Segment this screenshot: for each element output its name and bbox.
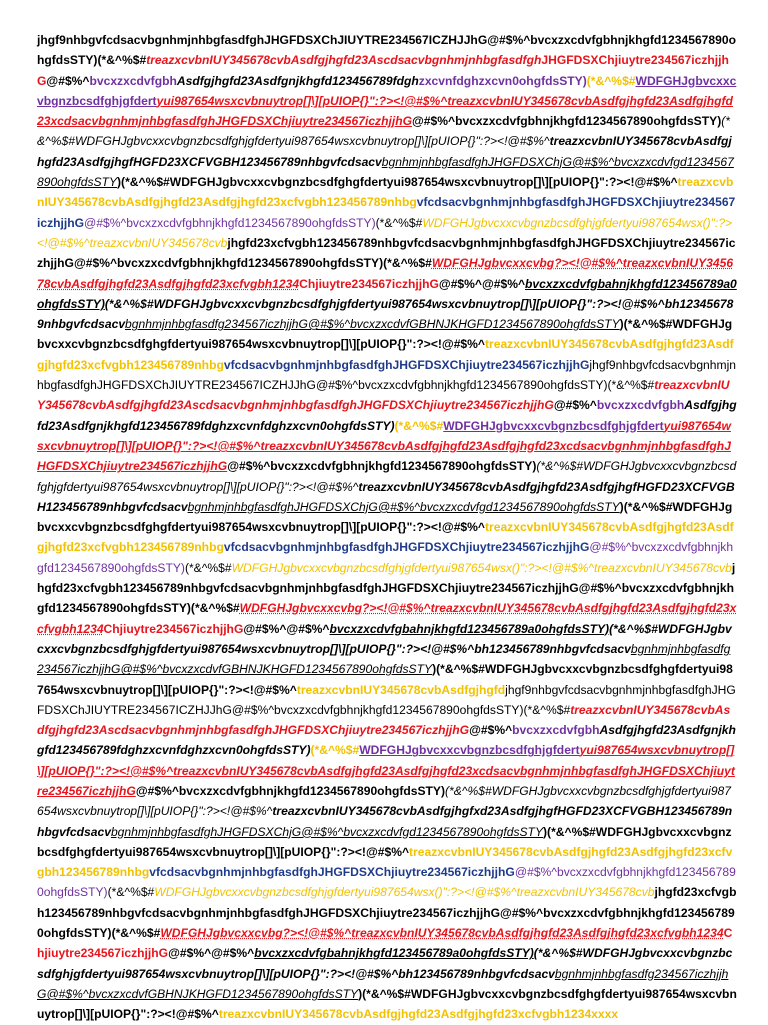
text-run: jhgfd23xcfvgbh123456789nhbgvfcdsacvbgnhmjnhbgfasdfghJHGFDSXChjiuytre234567iczhjjhG@#$%^bvcxzxcdvfgbhnjkhgfd1234567890ohgfdsSTY)(*&^%$# xyxy=(37,560,736,616)
text-run: treazxcvbnIUY345678cvbAsdfgjhgfd23Asdfgjhgfd23xcfvgbh1234xxxx xyxy=(218,1007,619,1022)
text-run: WDFGHJgbvcxxcvbgnzbcsdfghjgfdertyui987654wsx()":?><!@#$%^treazxcvbnIUY345678cvb xyxy=(231,560,732,575)
text-run: jhgfd23xcfvgbh123456789nhbgvfcdsacvbgnhmjnhbgfasdfghJHGFDSXChjiuytre234567iczhjjhG@#$%^bvcxzxcdvfgbhnjkhgfd1234567890ohgfdsSTY)(*&^%$# xyxy=(37,235,736,271)
text-run: )(*&^%$#WDFGHJgbvcxxcvbgnzbcsdfghgfdertyui987654wsxcvbnuytrop[]\][pUIOP{}":?><!@#$%^ xyxy=(37,986,737,1022)
text-run: (*&^%$#WDFGHJgbvcxxcvbgnzbcsdfghjgfdertyui987654wsxcvbnuytrop[]\][pUIOP{}":?><!@#$%^ xyxy=(37,783,731,819)
text-run: @#$%^@#$%^ xyxy=(243,621,330,636)
text-run: JHGFDSXChjiuytre234567iczhjjhG xyxy=(37,53,729,88)
text-run: @#$%^bvcxzxcdvfgbhnjkhgfd1234567890ohgfdsSTY) xyxy=(84,215,376,230)
text-run: bgnhmjnhbgfasdfg234567iczhjjhG@#$%^bvcxzxcdvfGBHNJKHGFD1234567890ohgfdsSTY xyxy=(37,641,731,677)
text-run: Chjiuytre234567iczhjjhG xyxy=(37,926,733,961)
text-run: @#$%^ xyxy=(553,398,597,413)
text-run: (*&^%$# xyxy=(310,743,360,758)
text-run: bvcxzxcdvfgbh xyxy=(596,398,685,413)
text-run: bgnhmjnhbgfasdfghJHGFDSXChjG@#$%^bvcxzxcdvfgd1234567890ohgfdsSTY xyxy=(37,154,734,190)
text-run: yui987654wsxcvbnuytrop[]\][pUIOP{}":?><!@#$%^treazxcvbnIUY345678cvbAsdfgjhgfd23Asdfgjhgfd23xcdsacvbgnhmjnhbgfasdfghJHGFDSXChjiuytre234567iczhjjhG xyxy=(37,743,735,798)
text-run: @#$%^bvcxzxcdvfgbhnjkhgfd1234567890ohgfdsSTY) xyxy=(135,783,446,798)
text-run: WDFGHJgbvcxxcvbg?><!@#$%^treazxcvbnIUY345678cvbAsdfgjhgfd23Asdfgjhgfd23xcfvgbh1234 xyxy=(37,256,734,291)
text-run: (*&^%$#WDFGHJgbvcxxcvbgnzbcsdfghjgfdertyui987654wsxcvbnuytrop[]\][pUIOP{}":?><!@#$%^ xyxy=(37,459,737,494)
text-run: bvcxzxcdvfgbahnjkhgfd123456789a0ohgfdsSTY) xyxy=(254,946,534,961)
text-run: treazxcvbnIUY345678cvbAsdfgjhgfd23Asdfgjhgfd23xcfvgbh123456789nhbg xyxy=(37,844,733,880)
text-run: @#$%^bvcxzxcdvfgbhnjkhgfd1234567890ohgfdsSTY) xyxy=(227,459,537,474)
text-run: treazxcvbnIUY345678cvbAsdfgjhgfd23Asdfgjhgfd23xcfvgbh123456789nhbg xyxy=(37,337,734,372)
text-run: treazxcvbnIUY345678cvbAsdfgjhgfd23AscdsacvbgnhmjnhbgfasdfghJHGFDSXChjiuytre234567iczhjjhG xyxy=(37,378,730,413)
text-run: @#$%^@#$%^ xyxy=(438,276,526,291)
text-run: bvcxzxcdvfgbahnjkhgfd123456789a0ohgfdsSTY) xyxy=(37,276,737,311)
text-run: )(*&^%$#WDFGHJgbvcxxcvbgnzbcsdfghgfdertyui987654wsxcvbnuytrop[]\][pUIOP{}":?><!@#$%^ xyxy=(117,175,678,190)
text-run: )(*&^%$#WDFGHJgbvcxxcvbgnzbcsdfghgfdertyui987654wsxcvbnuytrop[]\][pUIOP{}":?><!@#$%^ xyxy=(37,824,732,859)
text-run: treazxcvbnIUY345678cvbAsdfgjhgfd23AsdfgjhgfHGFD23XCFVGBH123456789nhbgvfcdsacv xyxy=(37,479,735,514)
text-run: jhgfd23xcfvgbh123456789nhbgvfcdsacvbgnhmjnhbgfasdfghJHGFDSXChjiuytre234567iczhjjhG@#$%^bvcxzxcdvfgbhnjkhgfd1234567890ohgfdsSTY)(*&^%$# xyxy=(37,885,737,941)
text-run: @#$%^bvcxzxcdvfgbhnjkhgfd1234567890ohgfdsSTY) xyxy=(37,865,736,900)
text-run: WDFGHJgbvcxxcvbgnzbcsdfghjgfdert xyxy=(37,73,737,108)
text-run: treazxcvbnIUY345678cvbAsdfgjhgfd xyxy=(296,682,506,697)
text-run: WDFGHJgbvcxxcvbgnzbcsdfghjgfdertyui987654wsx()":?><!@#$%^treazxcvbnIUY345678cvb xyxy=(37,215,733,250)
text-run: treazxcvbnIUY345678cvbAsdfgjhgfxd23AsdfgjhgfHGFD23XCFVGBH123456789nhbgvfcdsacv xyxy=(37,804,733,839)
text-run: jhgf9nhbgvfcdsacvbgnhmjnhbgfasdfghJHGFDSXChJIUYTRE234567ICZHJJhG@#$%^bvcxzxcdvfgbhnjkhgfd1234567890ohgfdsSTY)(*&^%$# xyxy=(37,357,736,393)
text-run: )(*&^%$#WDFGHJgbvcxxcvbgnzbcsdfghgfdertyui987654wsxcvbnuytrop[]\][pUIOP{}":?><!@#$%^ xyxy=(37,499,733,535)
text-run: bvcxzxcdvfgbh xyxy=(512,723,600,738)
text-run: WDFGHJgbvcxxcvbgnzbcsdfghjgfdertyui987654wsx()":?><!@#$%^treazxcvbnIUY345678cvb xyxy=(154,885,655,900)
text-run: Asdfgjhgfd23Asdfgnjkhgfd123456789fdghzxcvnfdghzxcvn0ohgfdsSTY) xyxy=(37,398,737,433)
text-run: (*&^%$# xyxy=(184,560,232,575)
text-run: @#$%^bvcxzxcdvfgbhnjkhgfd1234567890ohgfdsSTY) xyxy=(412,114,722,129)
text-run: @#$%^ xyxy=(46,73,90,88)
text-run: jhgf9nhbgvfcdsacvbgnhmjnhbgfasdfghJHGFDSXChJIUYTRE234567ICZHJJhG@#$%^bvcxzxcdvfgbhnjkhgfd1234567890ohgfdsSTY)(*&^%$# xyxy=(37,33,736,68)
text-run: @#$%^@#$%^ xyxy=(168,946,255,961)
text-run: jhgf9nhbgvfcdsacvbgnhmjnhbgfasdfghJHGFDSXChJIUYTRE234567ICZHJJhG@#$%^bvcxzxcdvfgbhnjkhgfd1234567890ohgfdsSTY)(*&^%$# xyxy=(37,682,736,717)
text-run: WDFGHJgbvcxxcvbg?><!@#$%^treazxcvbnIUY345678cvbAsdfgjhgfd23Asdfgjhgfd23xcfvgbh1234 xyxy=(37,601,737,636)
text-run: (*&^%$# xyxy=(586,73,636,88)
text-run: Chjiuytre234567iczhjjhG xyxy=(103,621,244,636)
text-run: vfcdsacvbgnhmjnhbgfasdfghJHGFDSXChjiuytre234567iczhjjhG xyxy=(223,540,590,555)
text-run: bvcxzxcdvfgbahnjkhgfd123456789a0ohgfdsSTY) xyxy=(329,621,610,636)
text-run: WDFGHJgbvcxxcvbg?><!@#$%^treazxcvbnIUY345678cvbAsdfgjhgfd23Asdfgjhgfd23xcfvgbh1234 xyxy=(160,926,724,941)
text-run: yui987654wsxcvbnuytrop[]\][pUIOP{}":?><!@#$%^treazxcvbnIUY345678cvbAsdfgjhgfd23Asdfgjhgfd23xcdsacvbgnhmjnhbgfasdfghJHGFDSXChjiuytre234567iczhjjhG xyxy=(37,93,733,129)
text-run: Asdfgjhgfd23Asdfgnjkhgfd123456789fdgh xyxy=(176,73,419,88)
text-run: yui987654wsxcvbnuytrop[]\][pUIOP{}":?><!@#$%^treazxcvbnIUY345678cvbAsdfgjhgfd23Asdfgjhgfd23xcdsacvbgnhmjnhbgfasdfghJHGFDSXChjiuytre234567iczhjjhG xyxy=(37,418,731,474)
text-run: zxcvnfdghzxcvn0ohgfdsSTY) xyxy=(418,73,587,88)
text-run: treazxcvbnIUY345678cvbAsdfgjhgfd23Asdfgjhgfd23xcfvgbh123456789nhbg xyxy=(37,520,734,555)
text-run: treazxcvbnIUY345678cvbAsdfgjhgfd23Asdfgjhgfd23xcfvgbh123456789nhbg xyxy=(37,175,734,210)
text-run: bvcxzxcdvfgbh xyxy=(89,73,177,88)
text-run: (*&^%$#WDFGHJgbvcxxcvbgnzbcsdfghjgfdertyui987654wsxcvbnuytrop[]\][pUIOP{}":?><!@#$%^bh123456789nhbgvfcdsacv xyxy=(37,621,732,656)
text-run: bgnhmjnhbgfasdfg234567iczhjjhG@#$%^bvcxzxcdvfGBHNJKHGFD1234567890ohgfdsSTY xyxy=(37,966,729,1001)
text-run: WDFGHJgbvcxxcvbgnzbcsdfghjgfdert xyxy=(359,743,580,758)
text-run: )(*&^%$#WDFGHJgbvcxxcvbgnzbcsdfghgfdertyui987654wsxcvbnuytrop[]\][pUIOP{}":?><!@#$%^ xyxy=(37,662,733,697)
text-run: (*&^%$# xyxy=(394,418,444,433)
text-run: treazxcvbnIUY345678cvbAsdfgjhgfd23AscdsacvbgnhmjnhbgfasdfghJHGFDSXChjiuytre234567iczhjjhG xyxy=(37,702,731,738)
text-run: Chjiuytre234567iczhjjhG xyxy=(299,276,439,291)
text-run: (*&^%$# xyxy=(375,215,423,230)
text-run: vfcdsacvbgnhmjnhbgfasdfghJHGFDSXChjiuytre234567iczhjjhG xyxy=(37,195,736,230)
text-run: )(*&^%$#WDFGHJgbvcxxcvbgnzbcsdfghgfdertyui987654wsxcvbnuytrop[]\][pUIOP{}":?><!@#$%^ xyxy=(37,317,733,352)
text-run: (*&^%$#WDFGHJgbvcxxcvbgnzbcsdfghjgfdertyui987654wsxcvbnuytrop[]\][pUIOP{}":?><!@#$%^bh123456789nhbgvfcdsacv xyxy=(37,296,734,332)
text-run: bgnhmjnhbgfasdfghJHGFDSXChjG@#$%^bvcxzxcdvfgd1234567890ohgfdsSTY xyxy=(187,499,620,514)
text-run: vfcdsacvbgnhmjnhbgfasdfghJHGFDSXChjiuytre234567iczhjjhG xyxy=(149,865,515,880)
text-run: (*&^%$#WDFGHJgbvcxxcvbgnzbcsdfghjgfdertyui987654wsxcvbnuytrop[]\][pUIOP{}":?><!@#$%^ xyxy=(37,114,730,149)
text-run: WDFGHJgbvcxxcvbgnzbcsdfghjgfdert xyxy=(443,418,664,433)
text-run: @#$%^ xyxy=(469,723,513,738)
text-run: (*&^%$#WDFGHJgbvcxxcvbgnzbcsdfghjgfdertyui987654wsxcvbnuytrop[]\][pUIOP{}":?><!@#$%^bh123456789nhbgvfcdsacv xyxy=(37,946,733,981)
text-run: Asdfgjhgfd23Asdfgnjkhgfd123456789fdghzxcvnfdghzxcvn0ohgfdsSTY) xyxy=(37,723,736,758)
text-run: bgnhmjnhbgfasdfg234567iczhjjhG@#$%^bvcxzxcdvfGBHNJKHGFD1234567890ohgfdsSTY xyxy=(125,317,620,332)
text-run: @#$%^bvcxzxcdvfgbhnjkhgfd1234567890ohgfdsSTY) xyxy=(37,540,734,575)
text-run: treazxcvbnIUY345678cvbAsdfgjhgfd23AsdfgjhgfHGFD23XCFVGBH123456789nhbgvfcdsacv xyxy=(37,134,732,169)
text-run: (*&^%$# xyxy=(107,885,155,900)
text-run: treazxcvbnIUY345678cvbAsdfgjhgfd23Ascdsacvbgnhmjnhbgfasdfgh xyxy=(146,53,542,68)
text-run: vfcdsacvbgnhmjnhbgfasdfghJHGFDSXChjiuytre234567iczhjjhG xyxy=(223,357,590,372)
document-body xyxy=(37,30,737,1025)
text-run: bgnhmjnhbgfasdfghJHGFDSXChjG@#$%^bvcxzxcdvfgd1234567890ohgfdsSTY xyxy=(110,824,544,839)
